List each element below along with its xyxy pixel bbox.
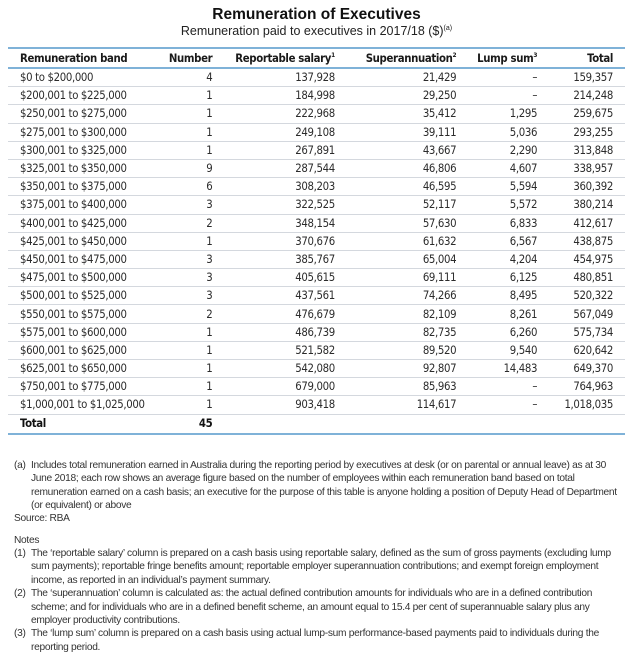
col-header-band — [8, 48, 159, 68]
cell-superannuation: 65,004 — [341, 250, 462, 268]
cell-total: 1,018,035 — [543, 396, 625, 414]
notes-heading: Notes — [14, 535, 40, 546]
cell-total: 214,248 — [543, 87, 625, 105]
cell-salary: 370,676 — [218, 232, 341, 250]
cell-number: 1 — [159, 341, 218, 359]
cell-lump-sum: 5,572 — [462, 196, 543, 214]
cell-total: 360,392 — [543, 178, 625, 196]
cell-superannuation: 82,735 — [341, 323, 462, 341]
table-row — [8, 341, 625, 359]
table-row — [8, 305, 625, 323]
table-row — [8, 269, 625, 287]
cell-number: 1 — [159, 123, 218, 141]
cell-lump-sum: 6,567 — [462, 232, 543, 250]
table-row — [8, 87, 625, 105]
total-lump-empty — [462, 414, 543, 434]
cell-salary: 222,968 — [218, 105, 341, 123]
remuneration-table — [8, 47, 625, 435]
cell-number: 3 — [159, 287, 218, 305]
cell-lump-sum: 14,483 — [462, 360, 543, 378]
cell-superannuation: 46,595 — [341, 178, 462, 196]
cell-lump-sum: – — [462, 396, 543, 414]
cell-lump-sum: 2,290 — [462, 141, 543, 159]
cell-lump-sum: 8,495 — [462, 287, 543, 305]
cell-number: 1 — [159, 396, 218, 414]
col-header-sup: 2 — [452, 51, 457, 60]
cell-superannuation: 85,963 — [341, 378, 462, 396]
cell-salary: 679,000 — [218, 378, 341, 396]
cell-band: $350,001 to $375,000 — [8, 178, 159, 196]
note-label: (2) — [14, 588, 26, 600]
cell-salary: 322,525 — [218, 196, 341, 214]
col-header-label: Lump sum — [477, 51, 534, 65]
cell-band: $425,001 to $450,000 — [8, 232, 159, 250]
total-salary-empty — [218, 414, 341, 434]
col-header-sup: 1 — [331, 51, 335, 60]
cell-superannuation: 57,630 — [341, 214, 462, 232]
table-row — [8, 141, 625, 159]
note-item-3 — [14, 627, 619, 654]
cell-total: 313,848 — [543, 141, 625, 159]
cell-lump-sum: 4,204 — [462, 250, 543, 268]
footnote-a — [14, 459, 619, 513]
footnote-text: Includes total remuneration earned in Australia during the reporting period by executives at desk (or on parental or annual leave) as at 30 June 2018; each row shows an average figure based on the number of employees within each remuneration band based on total remuneration earned on a cash basis; an executive for the purpose of this table is anyone holding a position of Deputy Head of Department (or equivalent) or above — [31, 460, 617, 512]
cell-lump-sum: – — [462, 68, 543, 87]
note-item-2 — [14, 587, 619, 627]
table-total-row — [8, 414, 625, 434]
cell-superannuation: 35,412 — [341, 105, 462, 123]
cell-superannuation: 39,111 — [341, 123, 462, 141]
note-item-1 — [14, 547, 619, 587]
cell-superannuation: 92,807 — [341, 360, 462, 378]
cell-salary: 308,203 — [218, 178, 341, 196]
table-row — [8, 214, 625, 232]
total-label: Total — [8, 414, 159, 434]
table-row — [8, 287, 625, 305]
cell-lump-sum: 9,540 — [462, 341, 543, 359]
cell-number: 3 — [159, 196, 218, 214]
col-header-label: Number — [168, 51, 213, 65]
cell-lump-sum: 8,261 — [462, 305, 543, 323]
cell-lump-sum: 5,036 — [462, 123, 543, 141]
cell-salary: 184,998 — [218, 87, 341, 105]
cell-band: $375,001 to $400,000 — [8, 196, 159, 214]
cell-total: 259,675 — [543, 105, 625, 123]
cell-band: $400,001 to $425,000 — [8, 214, 159, 232]
cell-number: 1 — [159, 378, 218, 396]
cell-band: $1,000,001 to $1,025,000 — [8, 396, 159, 414]
notes-list — [14, 547, 619, 654]
cell-superannuation: 69,111 — [341, 269, 462, 287]
total-number: 45 — [159, 414, 218, 434]
table-body — [8, 68, 625, 434]
page-subtitle — [0, 24, 633, 38]
cell-lump-sum: – — [462, 378, 543, 396]
cell-total: 480,851 — [543, 269, 625, 287]
cell-band: $0 to $200,000 — [8, 68, 159, 87]
table-row — [8, 232, 625, 250]
source-line: Source: RBA — [14, 513, 70, 524]
cell-number: 1 — [159, 360, 218, 378]
note-text: The ‘lump sum’ column is prepared on a cash basis using actual lump-sum performance-based payments paid to individuals during the reporting period. — [31, 628, 599, 653]
cell-salary: 249,108 — [218, 123, 341, 141]
cell-salary: 486,739 — [218, 323, 341, 341]
col-header-superannuation — [341, 48, 462, 68]
cell-number: 2 — [159, 305, 218, 323]
cell-number: 4 — [159, 68, 218, 87]
subtitle-footnote-ref: (a) — [443, 24, 453, 32]
table-row — [8, 105, 625, 123]
cell-total: 575,734 — [543, 323, 625, 341]
table-row — [8, 159, 625, 177]
page-title: Remuneration of Executives — [212, 6, 421, 23]
cell-number: 3 — [159, 269, 218, 287]
cell-band: $500,001 to $525,000 — [8, 287, 159, 305]
col-header-salary — [218, 48, 341, 68]
cell-number: 6 — [159, 178, 218, 196]
cell-number: 1 — [159, 105, 218, 123]
table-row — [8, 378, 625, 396]
cell-salary: 348,154 — [218, 214, 341, 232]
cell-band: $475,001 to $500,000 — [8, 269, 159, 287]
total-super-empty — [341, 414, 462, 434]
cell-total: 764,963 — [543, 378, 625, 396]
cell-band: $275,001 to $300,000 — [8, 123, 159, 141]
cell-lump-sum: 6,260 — [462, 323, 543, 341]
cell-total: 380,214 — [543, 196, 625, 214]
note-label: (3) — [14, 628, 26, 640]
cell-number: 2 — [159, 214, 218, 232]
cell-band: $600,001 to $625,000 — [8, 341, 159, 359]
cell-band: $450,001 to $475,000 — [8, 250, 159, 268]
table-row — [8, 323, 625, 341]
cell-band: $550,001 to $575,000 — [8, 305, 159, 323]
col-header-label: Reportable salary — [235, 51, 332, 65]
cell-number: 1 — [159, 323, 218, 341]
cell-superannuation: 114,617 — [341, 396, 462, 414]
cell-salary: 405,615 — [218, 269, 341, 287]
table-row — [8, 123, 625, 141]
cell-lump-sum: 6,125 — [462, 269, 543, 287]
cell-total: 293,255 — [543, 123, 625, 141]
col-header-lump-sum — [462, 48, 543, 68]
table-header-row — [8, 48, 625, 68]
cell-salary: 521,582 — [218, 341, 341, 359]
cell-lump-sum: – — [462, 87, 543, 105]
cell-salary: 437,561 — [218, 287, 341, 305]
cell-band: $300,001 to $325,000 — [8, 141, 159, 159]
cell-band: $325,001 to $350,000 — [8, 159, 159, 177]
cell-total: 159,357 — [543, 68, 625, 87]
cell-lump-sum: 4,607 — [462, 159, 543, 177]
col-header-label: Total — [587, 51, 613, 65]
cell-band: $250,001 to $275,000 — [8, 105, 159, 123]
cell-lump-sum: 5,594 — [462, 178, 543, 196]
footnote-label: (a) — [14, 460, 26, 471]
cell-number: 1 — [159, 232, 218, 250]
col-header-sup: 3 — [533, 51, 538, 60]
cell-salary: 385,767 — [218, 250, 341, 268]
cell-superannuation: 52,117 — [341, 196, 462, 214]
cell-lump-sum: 6,833 — [462, 214, 543, 232]
cell-total: 412,617 — [543, 214, 625, 232]
cell-total: 567,049 — [543, 305, 625, 323]
cell-superannuation: 21,429 — [341, 68, 462, 87]
cell-band: $575,001 to $600,000 — [8, 323, 159, 341]
cell-band: $625,001 to $650,000 — [8, 360, 159, 378]
cell-total: 520,322 — [543, 287, 625, 305]
cell-superannuation: 29,250 — [341, 87, 462, 105]
cell-total: 620,642 — [543, 341, 625, 359]
total-total-empty — [543, 414, 625, 434]
note-text: The ‘superannuation’ column is calculated as: the actual defined contribution amounts for individuals who are in a defined contribution scheme; and for individuals who are in a defined benefit scheme, an amount equal to 15.4 per cent of superannuable salary plus any employer productivity contributions. — [31, 588, 593, 627]
cell-total: 338,957 — [543, 159, 625, 177]
cell-number: 1 — [159, 141, 218, 159]
note-label: (1) — [14, 548, 26, 559]
table-row — [8, 178, 625, 196]
cell-salary: 903,418 — [218, 396, 341, 414]
cell-superannuation: 61,632 — [341, 232, 462, 250]
cell-salary: 542,080 — [218, 360, 341, 378]
table-row — [8, 250, 625, 268]
cell-total: 454,975 — [543, 250, 625, 268]
cell-salary: 476,679 — [218, 305, 341, 323]
cell-salary: 267,891 — [218, 141, 341, 159]
col-header-number — [159, 48, 218, 68]
cell-salary: 137,928 — [218, 68, 341, 87]
table-row — [8, 396, 625, 414]
cell-superannuation: 89,520 — [341, 341, 462, 359]
cell-number: 9 — [159, 159, 218, 177]
cell-superannuation: 82,109 — [341, 305, 462, 323]
note-text: The ‘reportable salary’ column is prepared on a cash basis using reportable salary, defined as the sum of gross payments (excluding lump sum payments); reportable fringe benefits amount; reportable employer superannuation contributions; and exempt foreign employment income, as reported in an individual’s payment summary. — [31, 548, 611, 586]
table-row — [8, 360, 625, 378]
cell-number: 3 — [159, 250, 218, 268]
cell-band: $200,001 to $225,000 — [8, 87, 159, 105]
col-header-label: Remuneration band — [20, 51, 128, 65]
table-row — [8, 68, 625, 87]
cell-total: 438,875 — [543, 232, 625, 250]
cell-superannuation: 43,667 — [341, 141, 462, 159]
table-row — [8, 196, 625, 214]
cell-total: 649,370 — [543, 360, 625, 378]
cell-superannuation: 74,266 — [341, 287, 462, 305]
cell-salary: 287,544 — [218, 159, 341, 177]
col-header-label: Superannuation — [365, 51, 453, 65]
cell-superannuation: 46,806 — [341, 159, 462, 177]
subtitle-text: Remuneration paid to executives in 2017/18 ($) — [180, 24, 444, 38]
col-header-total — [543, 48, 625, 68]
cell-number: 1 — [159, 87, 218, 105]
cell-band: $750,001 to $775,000 — [8, 378, 159, 396]
cell-lump-sum: 1,295 — [462, 105, 543, 123]
